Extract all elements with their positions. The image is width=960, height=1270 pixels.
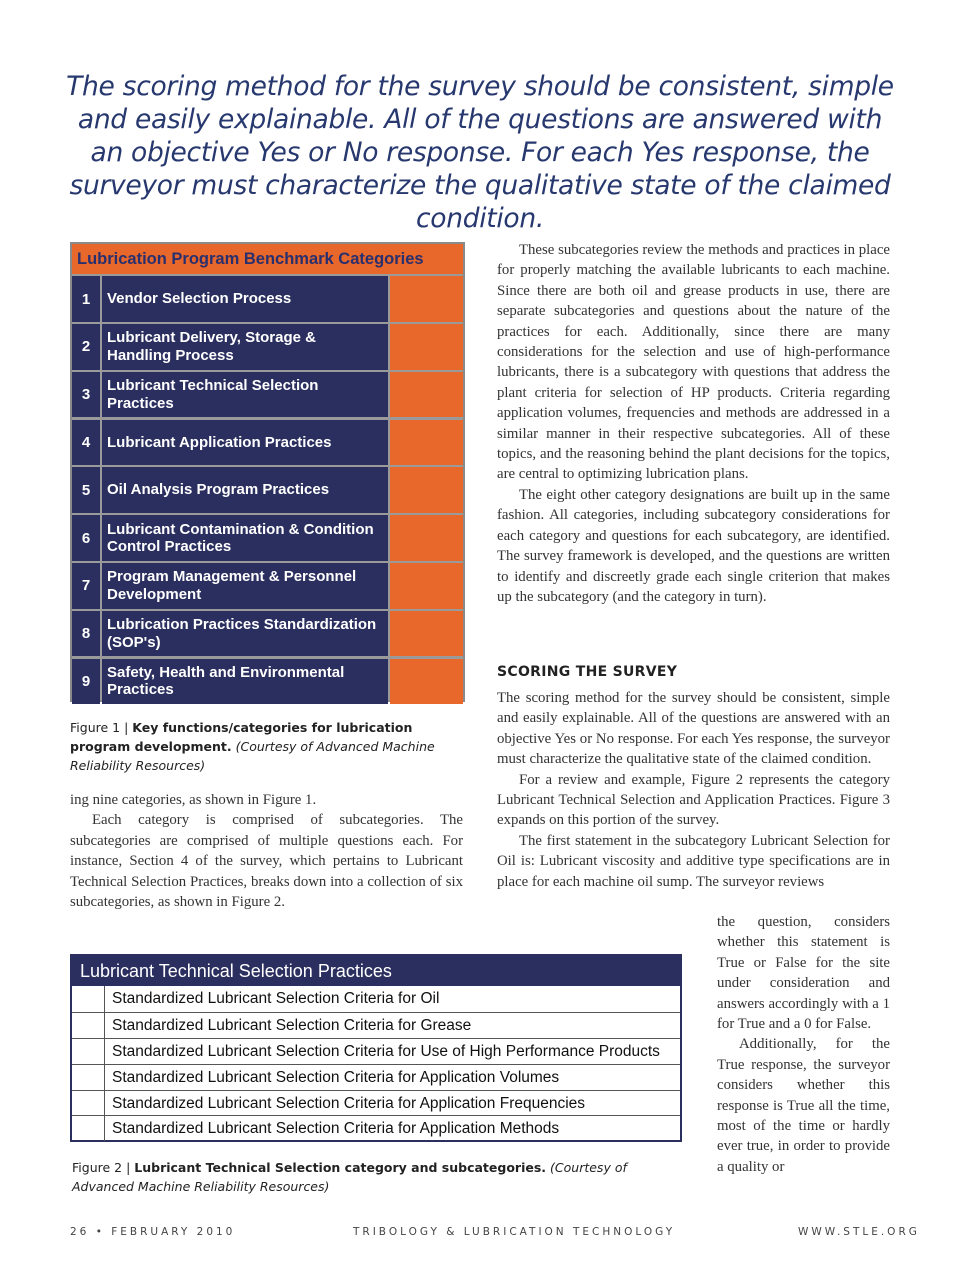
category-number: 6	[72, 515, 100, 561]
subcategory-label: Standardized Lubricant Selection Criteria for Use of High Performance Products	[112, 1042, 660, 1060]
category-score-box	[390, 563, 463, 609]
subcategory-label: Standardized Lubricant Selection Criteria for Application Volumes	[112, 1068, 560, 1086]
figure-1-row	[72, 276, 463, 322]
category-label: Lubricant Contamination & Condition Control Practices	[102, 515, 388, 561]
paragraph: The eight other category designations are built up in the same fashion. All categories, including subcategory considerations for each category and questions for each subcategory, are identified. The survey framework is developed, and the questions are written to identify and discreetly grade each single criterion that makes up the subcategory (and the category in turn).	[497, 486, 890, 605]
category-label: Lubricant Technical Selection Practices	[102, 372, 388, 418]
category-number: 9	[72, 659, 100, 705]
subcategory-check-cell	[72, 1065, 105, 1090]
category-number: 1	[72, 276, 100, 322]
category-label: Lubricant Delivery, Storage & Handling Process	[102, 324, 388, 370]
category-label: Safety, Health and Environmental Practices	[102, 659, 388, 705]
left-column-text	[70, 790, 463, 912]
figure-1-row	[72, 324, 463, 370]
figure-2-header: Lubricant Technical Selection Practices	[72, 956, 680, 986]
figure-1-row	[72, 420, 463, 466]
subcategory-label: Standardized Lubricant Selection Criteria for Application Frequencies	[112, 1094, 586, 1112]
paragraph: The first statement in the subcategory Lubricant Selection for Oil is: Lubricant viscosity and additive type specifications are in place for each machine oil sump. The surveyor reviews	[497, 832, 890, 890]
paragraph: For a review and example, Figure 2 represents the category Lubricant Technical Selection and Application Practices. Figure 3 expands on this portion of the survey.	[497, 771, 890, 829]
figure-1-row	[72, 659, 463, 705]
category-score-box	[390, 467, 463, 513]
figure-1-caption-credit: (Courtesy of Advanced Machine Reliability Resources)	[70, 739, 435, 773]
category-score-box	[390, 420, 463, 466]
figure-2-row	[72, 1064, 680, 1090]
category-label: Program Management & Personnel Development	[102, 563, 388, 609]
figure-2-caption: Figure 2 | Lubricant Technical Selection category and subcategories. (Courtesy of Advanced Machine Reliability Resources)	[72, 1160, 627, 1194]
paragraph: Additionally, for the True response, the surveyor considers whether this response is True all the time, most of the time or hardly ever true, in order to provide a quality or	[717, 1036, 890, 1175]
figure-1-row	[72, 611, 463, 657]
category-label: Lubricant Application Practices	[102, 420, 388, 466]
category-number: 2	[72, 324, 100, 370]
figure-1-row	[72, 563, 463, 609]
paragraph: The scoring method for the survey should be consistent, simple and easily explainable. All of the questions are answered with an objective Yes or No response. For each Yes response, the surveyor must characterize the qualitative state of the claimed condition.	[497, 690, 890, 768]
figure-1-table	[70, 242, 465, 702]
footer-left: 26 • FEBRUARY 2010	[70, 1226, 236, 1238]
figure-1-row	[72, 467, 463, 513]
category-label: Oil Analysis Program Practices	[102, 467, 388, 513]
paragraph: Each category is comprised of subcategories. The subcategories are comprised of multiple questions each. For instance, Section 4 of the survey, which pertains to Lubricant Technical Selection Practices, breaks down into a collection of six subcategories, as shown in Figure 2.	[70, 812, 463, 911]
category-score-box	[390, 659, 463, 705]
figure-1-caption-title: Key functions/categories for lubrication program development.	[70, 720, 413, 754]
category-score-box	[390, 276, 463, 322]
category-number: 8	[72, 611, 100, 657]
subcategory-label: Standardized Lubricant Selection Criteria for Application Methods	[112, 1120, 560, 1138]
figure-2-table	[70, 954, 682, 1142]
paragraph: These subcategories review the methods and practices in place for properly matching the available lubricants to each machine. Since there are both oil and grease products in use, there are separate subcategories and questions about the nature of the practices for each. Additionally, since there are many considerations for the selection and use of high-performance lubricants, there is a subcategory with questions that address the plant criteria for selection of HP products. Criteria regarding application volumes, frequencies and methods are addressed in a similar manner in their respective subcategories. All of these topics, and the reasoning behind the plant decisions for the topics, are central to optimizing lubrication plans.	[497, 242, 890, 483]
category-number: 4	[72, 420, 100, 466]
subcategory-check-cell	[72, 986, 105, 1012]
subcategory-label: Standardized Lubricant Selection Criteria for Oil	[112, 990, 440, 1007]
category-score-box	[390, 372, 463, 418]
figure-1-header: Lubrication Program Benchmark Categories	[72, 244, 463, 274]
subcategory-check-cell	[72, 1116, 105, 1141]
category-label: Vendor Selection Process	[102, 276, 388, 322]
figure-1-caption: Figure 1 | Key functions/categories for lubrication program development. (Courtesy of Advanced Machine Reliability Resources)	[70, 720, 435, 773]
figure-2-row	[72, 1012, 680, 1038]
category-number: 3	[72, 372, 100, 418]
category-number: 5	[72, 467, 100, 513]
subcategory-check-cell	[72, 1091, 105, 1116]
paragraph: the question, considers whether this statement is True or False for the site under consideration and answers accordingly with a 1 for True and a 0 for False.	[717, 914, 890, 1033]
section-heading: SCORING THE SURVEY	[497, 664, 678, 680]
pull-quote: The scoring method for the survey should be consistent, simple and easily explainable. All of the questions are answered with an objective Yes or No response. For each Yes response, the surveyor must characterize the qualitative state of the claimed condition.	[66, 71, 894, 234]
right-column-text-bottom	[497, 688, 890, 892]
figure-2-row	[72, 1090, 680, 1116]
figure-2-caption-label: Figure 2	[72, 1160, 123, 1175]
category-score-box	[390, 515, 463, 561]
right-column-text-narrow	[717, 912, 890, 1177]
figure-2-row	[72, 1115, 680, 1141]
figure-1-caption-label: Figure 1	[70, 720, 121, 735]
figure-1-row	[72, 515, 463, 561]
category-label: Lubrication Practices Standardization (SOP's)	[102, 611, 388, 657]
paragraph: ing nine categories, as shown in Figure 1.	[70, 792, 317, 808]
subcategory-check-cell	[72, 1013, 105, 1038]
figure-2-row	[72, 1038, 680, 1064]
footer-center: TRIBOLOGY & LUBRICATION TECHNOLOGY	[353, 1226, 676, 1238]
category-score-box	[390, 324, 463, 370]
right-column-text-top	[497, 240, 890, 607]
category-score-box	[390, 611, 463, 657]
category-number: 7	[72, 563, 100, 609]
figure-2-caption-title: Lubricant Technical Selection category and subcategories.	[134, 1160, 547, 1175]
subcategory-label: Standardized Lubricant Selection Criteria for Grease	[112, 1016, 472, 1034]
footer-right: WWW.STLE.ORG	[798, 1226, 920, 1238]
figure-2-caption-credit: (Courtesy of Advanced Machine Reliability Resources)	[72, 1160, 627, 1194]
figure-1-row	[72, 372, 463, 418]
figure-2-row	[72, 986, 680, 1012]
subcategory-check-cell	[72, 1039, 105, 1064]
